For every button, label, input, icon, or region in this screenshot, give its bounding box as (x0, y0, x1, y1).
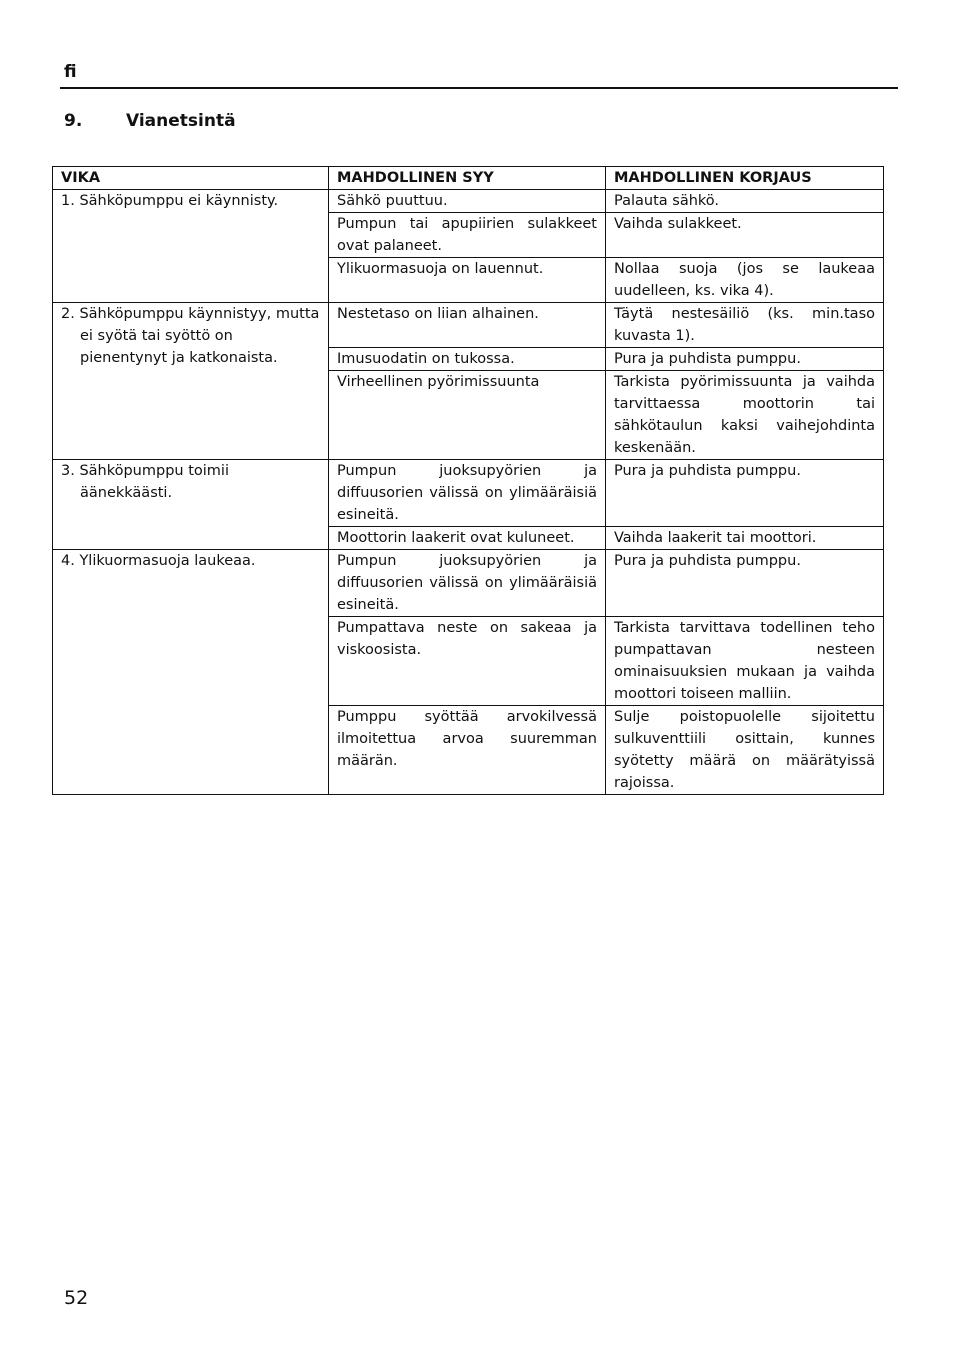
cause-cell: Pumpun juoksupyörien ja diffuusorien välissä on ylimääräisiä esineitä. (329, 460, 606, 527)
table-row (53, 550, 884, 617)
column-header-fault: VIKA (53, 167, 329, 190)
section-heading (64, 111, 236, 131)
fault-text: 2. Sähköpumppu käynnistyy, mutta ei syötä tai syöttö on pienentynyt ja katkonaista. (61, 306, 320, 366)
fault-cell (53, 303, 329, 460)
fix-cell: Pura ja puhdista pumppu. (606, 348, 884, 371)
section-number: 9. (64, 111, 83, 131)
cause-cell: Nestetaso on liian alhainen. (329, 303, 606, 348)
fix-cell: Vaihda sulakkeet. (606, 213, 884, 258)
table-row (53, 460, 884, 527)
fault-text: 3. Sähköpumppu toimii äänekkäästi. (61, 463, 229, 501)
cause-cell: Sähkö puuttuu. (329, 190, 606, 213)
fault-cell (53, 550, 329, 795)
language-code: fi (64, 62, 77, 82)
cause-cell: Pumpun juoksupyörien ja diffuusorien välissä on ylimääräisiä esineitä. (329, 550, 606, 617)
fix-cell: Sulje poistopuolelle sijoitettu sulkuventtiili osittain, kunnes syötetty määrä on määrätyissä rajoissa. (606, 706, 884, 795)
cause-cell: Imusuodatin on tukossa. (329, 348, 606, 371)
cause-cell: Ylikuormasuoja on lauennut. (329, 258, 606, 303)
table-row (53, 303, 884, 348)
section-title: Vianetsintä (126, 111, 236, 131)
page-number: 52 (64, 1287, 89, 1309)
fault-text: 1. Sähköpumppu ei käynnisty. (61, 193, 279, 209)
fault-cell (53, 460, 329, 550)
cause-cell: Pumpattava neste on sakeaa ja viskoosista. (329, 617, 606, 706)
fix-cell: Tarkista tarvittava todellinen teho pumpattavan nesteen ominaisuuksien mukaan ja vaihda moottori toiseen malliin. (606, 617, 884, 706)
fix-cell: Nollaa suoja (jos se laukeaa uudelleen, ks. vika 4). (606, 258, 884, 303)
cause-cell: Pumppu syöttää arvokilvessä ilmoitettua arvoa suuremman määrän. (329, 706, 606, 795)
fix-cell: Tarkista pyörimissuunta ja vaihda tarvittaessa moottorin tai sähkötaulun kaksi vaihejohdinta keskenään. (606, 371, 884, 460)
column-header-cause: MAHDOLLINEN SYY (329, 167, 606, 190)
header-rule (60, 87, 898, 89)
troubleshooting-table (52, 166, 884, 795)
fix-cell: Täytä nestesäiliö (ks. min.taso kuvasta 1). (606, 303, 884, 348)
column-header-fix: MAHDOLLINEN KORJAUS (606, 167, 884, 190)
cause-cell: Pumpun tai apupiirien sulakkeet ovat palaneet. (329, 213, 606, 258)
table-header-row (53, 167, 884, 190)
fix-cell: Palauta sähkö. (606, 190, 884, 213)
fault-cell (53, 190, 329, 303)
table-row (53, 190, 884, 213)
cause-cell: Virheellinen pyörimissuunta (329, 371, 606, 460)
fix-cell: Vaihda laakerit tai moottori. (606, 527, 884, 550)
fix-cell: Pura ja puhdista pumppu. (606, 550, 884, 617)
cause-cell: Moottorin laakerit ovat kuluneet. (329, 527, 606, 550)
fix-cell: Pura ja puhdista pumppu. (606, 460, 884, 527)
fault-text: 4. Ylikuormasuoja laukeaa. (61, 553, 256, 569)
